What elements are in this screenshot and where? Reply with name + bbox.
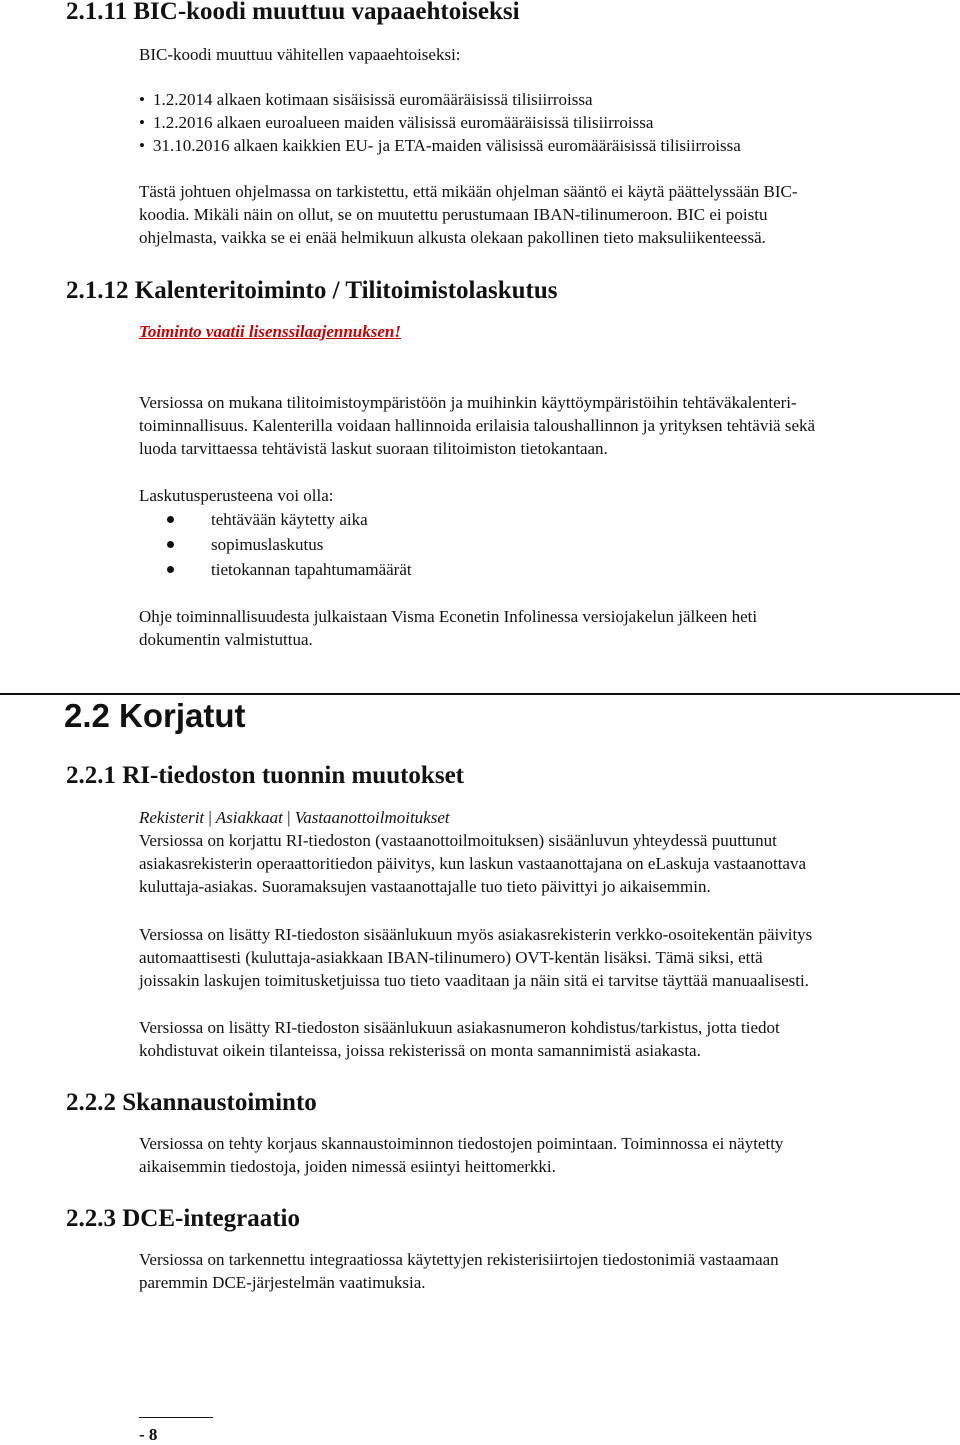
breadcrumb — [139, 806, 956, 829]
billing-basis-intro: Laskutusperusteena voi olla: — [139, 486, 334, 505]
bic-date-list — [139, 88, 956, 157]
scan-paragraph: Versiossa on tehty korjaus skannaustoiminnon tiedostojen poimintaan. Toiminnossa ei näytetty aikaisemmin tiedostoja, joiden nimessä esiintyi heittomerkki. — [139, 1134, 784, 1176]
ri-paragraph-3: Versiossa on lisätty RI-tiedoston sisäänlukuun asiakasnumeron kohdistus/tarkistus, jotta tiedot kohdistuvat oikein tilanteissa, joissa rekisterissä on monta samannimistä asiakasta. — [139, 1018, 780, 1060]
section-2-2-2-heading: 2.2.2 Skannaustoiminto — [66, 1089, 317, 1116]
section-divider — [0, 693, 960, 695]
section-2-2-heading: 2.2 Korjatut — [64, 697, 246, 734]
breadcrumb-item: Asiakkaat — [215, 808, 283, 827]
list-item: • 1.2.2014 alkaen kotimaan sisäisissä euromääräisissä tilisiirroissa — [139, 88, 956, 111]
list-item: • 31.10.2016 alkaen kaikkien EU- ja ETA-maiden välisissä euromääräisissä tilisiirroissa — [139, 134, 956, 157]
list-item: tietokannan tapahtumamäärät — [139, 557, 956, 582]
footer-rule — [139, 1417, 213, 1418]
section-2-2-1-heading: 2.2.1 RI-tiedoston tuonnin muutokset — [66, 762, 464, 789]
list-item: sopimuslaskutus — [139, 532, 956, 557]
section-2-2-3-heading: 2.2.3 DCE-integraatio — [66, 1205, 300, 1232]
section-2-1-12-heading: 2.1.12 Kalenteritoiminto / Tilitoimistolaskutus — [66, 277, 558, 304]
breadcrumb-separator: | — [208, 808, 212, 827]
dce-paragraph: Versiossa on tarkennettu integraatiossa käytettyjen rekisterisiirtojen tiedostonimiä vastaamaan paremmin DCE-järjestelmän vaatimuksia. — [139, 1250, 779, 1292]
billing-basis-list — [139, 507, 956, 582]
page-number: - 8 — [139, 1425, 158, 1444]
breadcrumb-item: Vastaanottoilmoitukset — [294, 808, 450, 827]
ri-paragraph-2: Versiossa on lisätty RI-tiedoston sisäänlukuun myös asiakasrekisterin verkko-osoitekentän päivitys automaattisesti (kuluttaja-asiakkaan IBAN-tilinumero) OVT-kentän lisäksi. Tämä siksi, että joissakin laskujen toimitusketjuissa tuo tieto vaaditaan ja näin sitä ei tarvitse täyttää manuaalisesti. — [139, 925, 813, 990]
breadcrumb-separator: | — [287, 808, 291, 827]
license-notice: Toiminto vaatii lisenssilaajennuksen! — [139, 322, 401, 341]
section-2-1-11-heading: 2.1.11 BIC-koodi muuttuu vapaaehtoiseksi — [66, 0, 520, 25]
list-item: tehtävään käytetty aika — [139, 507, 956, 532]
infoline-paragraph: Ohje toiminnallisuudesta julkaistaan Visma Econetin Infolinessa versiojakelun jälkeen heti dokumentin valmistuttua. — [139, 607, 758, 649]
section-2-1-11-paragraph: Tästä johtuen ohjelmassa on tarkistettu, että mikään ohjelman sääntö ei käytä päättelyssään BIC- koodia. Mikäli näin on ollut, se on muutettu perustumaan IBAN-tilinumeroon. BIC ei poistu ohjelmasta, vaikka se ei enää helmikuun alkusta olekaan pakollinen tieto maksuliikenteessä. — [139, 182, 798, 247]
breadcrumb-item: Rekisterit — [139, 808, 205, 827]
ri-paragraph-1: Versiossa on korjattu RI-tiedoston (vastaanottoilmoituksen) sisäänluvun yhteydessä puuttunut asiakasrekisterin operaattoritiedon päivitys, kun laskun vastaanottajana on eLaskuja vastaanottava kuluttaja-asiakas. Suoramaksujen vastaanottajalle tuo tieto päivittyi jo aikaisemmin. — [139, 831, 807, 896]
list-item: • 1.2.2016 alkaen euroalueen maiden välisissä euromääräisissä tilisiirroissa — [139, 111, 956, 134]
section-2-1-12-paragraph: Versiossa on mukana tilitoimistoympäristöön ja muihinkin käyttöympäristöihin tehtäväkalenteri- toiminnallisuus. Kalenterilla voidaan hallinnoida erilaisia taloushallinnon ja yrityksen tehtäviä sekä luoda tarvittaessa tehtävistä laskut suoraan tilitoimiston tietokantaan. — [139, 393, 816, 458]
section-2-1-11-intro: BIC-koodi muuttuu vähitellen vapaaehtoiseksi: — [139, 45, 461, 64]
